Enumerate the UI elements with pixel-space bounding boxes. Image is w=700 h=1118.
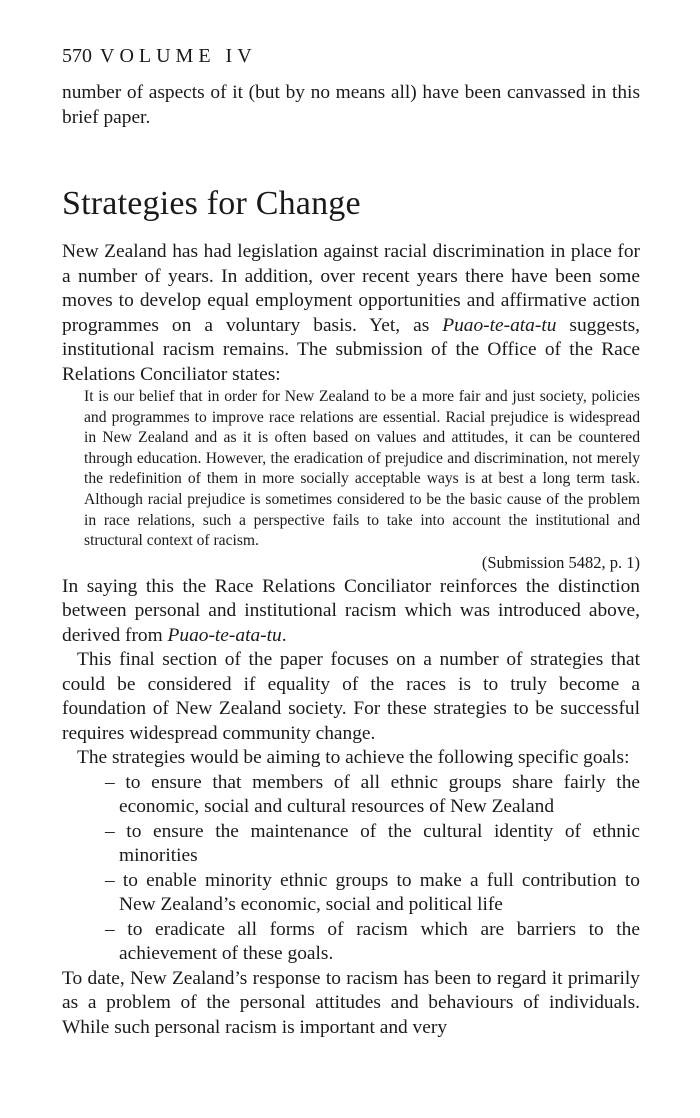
paragraph-strategies: This final section of the paper focuses on a number of strategies that could be considered if equality of the races is to truly become a foundation of New Zealand society. For these strategies to be successful requires widespread community change. [62,649,640,744]
page-number: 570 [62,45,92,67]
paragraph-legislation [62,240,640,387]
paragraph-conciliator-text-b: . [281,624,287,646]
paragraph-legislation-italic: Puao-te-ata-tu [442,314,557,336]
running-head [62,44,640,68]
block-quote [84,387,640,552]
quote-citation: (Submission 5482, p. 1) [481,552,640,572]
volume-label: VOLUME IV [100,45,257,67]
section-title: Strategies for Change [62,185,361,222]
intro-continuation: number of aspects of it (but by no means all) have been canvassed in this brief paper. [62,82,640,128]
paragraph-goals-intro: The strategies would be aiming to achieve the following specific goals: [77,747,630,769]
goal-item: – to ensure that members of all ethnic groups share fairly the economic, social and cultural resources of New Zealand [105,771,640,818]
paragraph-to-date: To date, New Zealand’s response to racism has been to regard it primarily as a problem of the personal attitudes and behaviours of individuals. While such personal racism is important and very [62,967,640,1038]
paragraph-conciliator [62,575,640,649]
goals-list [62,771,640,967]
document-page [62,44,640,1040]
goal-item: – to enable minority ethnic groups to make a full contribution to New Zealand’s economic, social and political life [105,869,640,916]
goal-item: – to ensure the maintenance of the cultural identity of ethnic minorities [105,820,640,867]
paragraph-legislation-text-a: New Zealand has had legislation against racial discrimination in place for a number of years. In addition, over recent years there have been some moves to develop equal employment opportunities and affirmative action programmes on a voluntary basis. Yet, as [62,241,640,336]
paragraph-conciliator-text-a: In saying this the Race Relations Conciliator reinforces the distinction between personal and institutional racism which was introduced above, derived from [62,575,640,646]
paragraph-conciliator-italic: Puao-te-ata-tu [167,624,282,646]
block-quote-text: It is our belief that in order for New Zealand to be a more fair and just society, policies and programmes to improve race relations are essential. Racial prejudice is widespread in New Zealand and as it is often based on values and attitudes, it can be countered through education. However, the eradication of prejudice and discrimination, not merely the redefinition of them in more socially acceptable ways is at best a long term task. Although racial prejudice is sometimes considered to be the basic cause of the problem in race relations, such a perspective fails to take into account the institutional and structural context of racism. [84,388,640,550]
paragraph-legislation-text-b: suggests, institutional racism remains. The submission of the Office of the Race Relations Conciliator states: [62,314,640,385]
goal-item: – to eradicate all forms of racism which are barriers to the achievement of these goals. [105,918,640,965]
